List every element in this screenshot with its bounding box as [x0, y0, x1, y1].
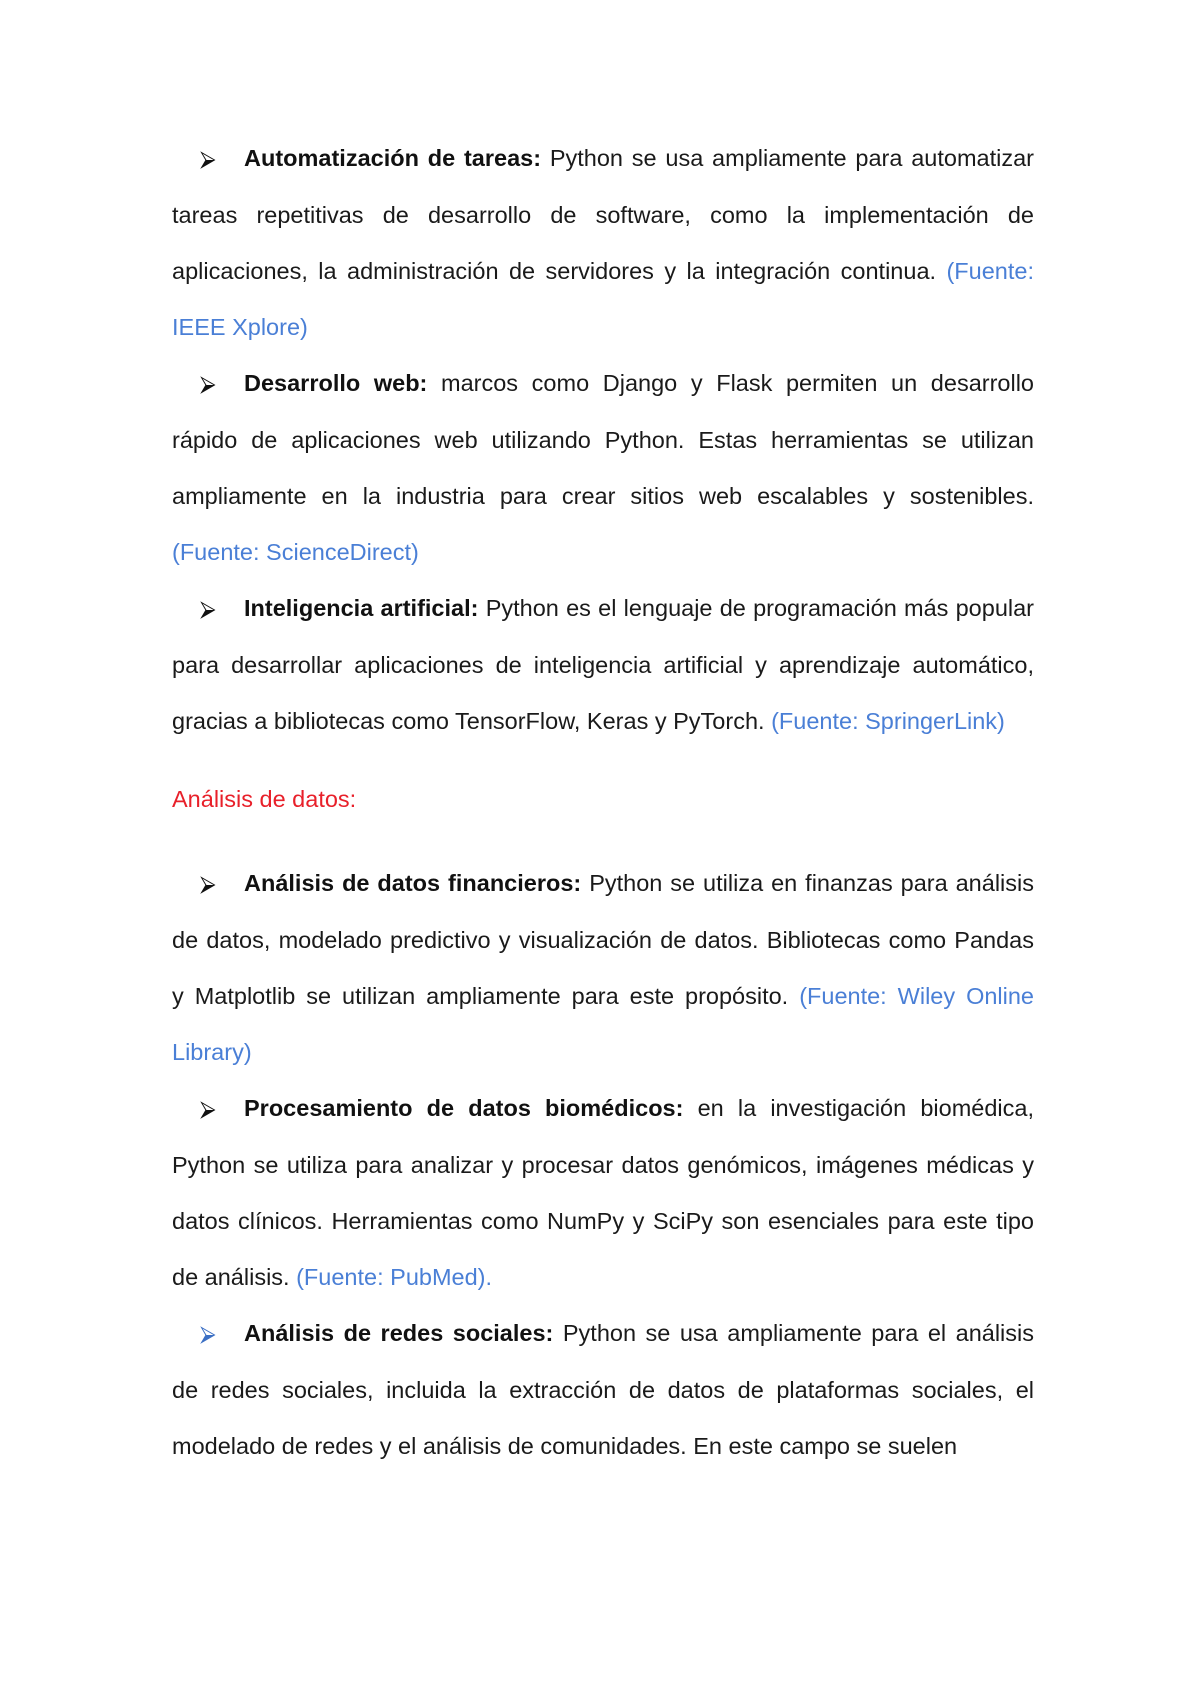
source-citation: (Fuente: ScienceDirect): [172, 539, 419, 565]
list-item: [172, 1305, 1034, 1474]
document-body: [172, 130, 1034, 1474]
list-item: [172, 355, 1034, 580]
item-body: Python es el lenguaje de programación más popular para desarrollar aplicaciones de inteligencia artificial y aprendizaje automático, gracias a bibliotecas como TensorFlow, Keras y PyTorch.: [172, 595, 1035, 734]
item-term: Análisis de datos financieros:: [244, 870, 582, 896]
item-body: en la investigación biomédica, Python se utiliza para analizar y procesar datos genómicos, imágenes médicas y datos clínicos. Herramientas como NumPy y SciPy son esenciales para este tipo de análisis.: [172, 1095, 1034, 1290]
item-body: Python se usa ampliamente para automatizar tareas repetitivas de desarrollo de software, como la implementación de aplicaciones, la administración de servidores y la integración continua.: [172, 145, 1034, 284]
arrow-bullet-icon: ⮚: [200, 1321, 216, 1346]
item-body: Python se usa ampliamente para el análisis de redes sociales, incluida la extracción de datos de plataformas sociales, el modelado de redes y el análisis de comunidades. En este campo se suelen: [172, 1320, 1034, 1459]
item-term: Automatización de tareas:: [244, 145, 542, 171]
section-heading: Análisis de datos:: [172, 786, 357, 812]
arrow-bullet-icon: ⮚: [200, 146, 216, 171]
arrow-bullet-icon: ⮚: [200, 1096, 216, 1121]
item-term: Análisis de redes sociales:: [244, 1320, 554, 1346]
list-item: [172, 1080, 1034, 1305]
source-citation: (Fuente: IEEE Xplore): [172, 258, 1034, 340]
list-item: [172, 580, 1034, 749]
item-term: Desarrollo web:: [244, 370, 428, 396]
arrow-bullet-icon: ⮚: [200, 371, 216, 396]
source-citation: (Fuente: Wiley Online Library): [172, 983, 1034, 1065]
item-term: Procesamiento de datos biomédicos:: [244, 1095, 684, 1121]
source-citation: (Fuente: PubMed).: [296, 1264, 493, 1290]
item-body: Python se utiliza en finanzas para análisis de datos, modelado predictivo y visualización de datos. Bibliotecas como Pandas y Matplotlib se utilizan ampliamente para este propósito.: [172, 870, 1034, 1009]
arrow-bullet-icon: ⮚: [200, 871, 216, 896]
list-item: [172, 855, 1034, 1080]
item-body: marcos como Django y Flask permiten un desarrollo rápido de aplicaciones web utilizando Python. Estas herramientas se utilizan ampliamente en la industria para crear sitios web escalables y sostenibles.: [172, 370, 1034, 509]
source-citation: (Fuente: SpringerLink): [771, 708, 1005, 734]
arrow-bullet-icon: ⮚: [200, 596, 216, 621]
item-term: Inteligencia artificial:: [244, 595, 479, 621]
list-item: [172, 130, 1034, 355]
